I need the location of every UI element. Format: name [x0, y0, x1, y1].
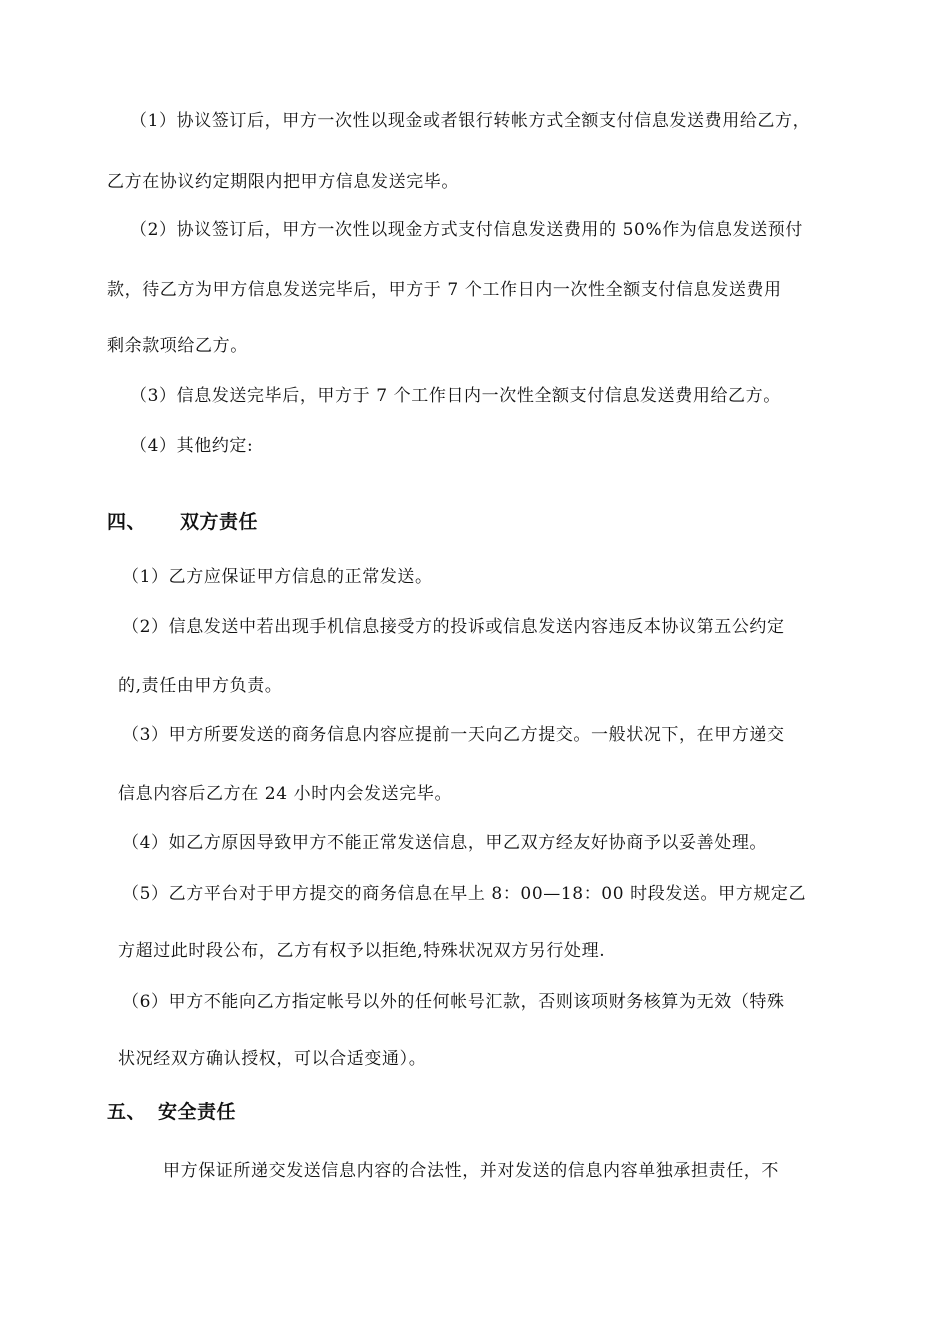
payment-item-2-line-1: （2）协议签订后，甲方一次性以现金方式支付信息发送费用的 50%作为信息发送预付	[130, 220, 804, 240]
section-5-number: 五、	[107, 1101, 147, 1123]
responsibility-item-6-line-1: （6）甲方不能向乙方指定帐号以外的任何帐号汇款，否则该项财务核算为无效（特殊	[122, 992, 785, 1012]
section-5-title: 安全责任	[158, 1101, 237, 1123]
payment-item-1-line-1: （1）协议签订后，甲方一次性以现金或者银行转帐方式全额支付信息发送费用给乙方，	[130, 111, 811, 131]
responsibility-item-3-line-2: 信息内容后乙方在 24 小时内会发送完毕。	[118, 784, 453, 804]
responsibility-item-4-line-1: （4）如乙方原因导致甲方不能正常发送信息，甲乙双方经友好协商予以妥善处理。	[122, 833, 768, 853]
section-5-paragraph-line-1: 甲方保证所递交发送信息内容的合法性，并对发送的信息内容单独承担责任，不	[163, 1161, 779, 1181]
section-4-title: 双方责任	[180, 511, 259, 533]
section-5-heading	[107, 1100, 236, 1124]
responsibility-item-1-line-1: （1）乙方应保证甲方信息的正常发送。	[122, 567, 433, 587]
payment-item-2-line-3: 剩余款项给乙方。	[107, 336, 248, 356]
responsibility-item-2-line-1: （2）信息发送中若出现手机信息接受方的投诉或信息发送内容违反本协议第五公约定	[122, 617, 785, 637]
section-4-number: 四、	[107, 511, 147, 533]
payment-item-2-line-2: 款，待乙方为甲方信息发送完毕后，甲方于 7 个工作日内一次性全额支付信息发送费用	[107, 280, 782, 300]
payment-item-1-line-2: 乙方在协议约定期限内把甲方信息发送完毕。	[107, 172, 459, 192]
payment-item-4-line-1: （4）其他约定:	[130, 436, 254, 456]
responsibility-item-5-line-2: 方超过此时段公布，乙方有权予以拒绝,特殊状况双方另行处理.	[118, 941, 606, 961]
section-4-heading	[107, 510, 258, 534]
responsibility-item-6-line-2: 状况经双方确认授权，可以合适变通）。	[118, 1049, 427, 1069]
responsibility-item-2-line-2: 的,责任由甲方负责。	[118, 676, 283, 696]
responsibility-item-5-line-1: （5）乙方平台对于甲方提交的商务信息在早上 8：00—18：00 时段发送。甲方规定乙	[122, 884, 807, 904]
responsibility-item-3-line-1: （3）甲方所要发送的商务信息内容应提前一天向乙方提交。一般状况下，在甲方递交	[122, 725, 785, 745]
payment-item-3-line-1: （3）信息发送完毕后，甲方于 7 个工作日内一次性全额支付信息发送费用给乙方。	[130, 386, 781, 406]
